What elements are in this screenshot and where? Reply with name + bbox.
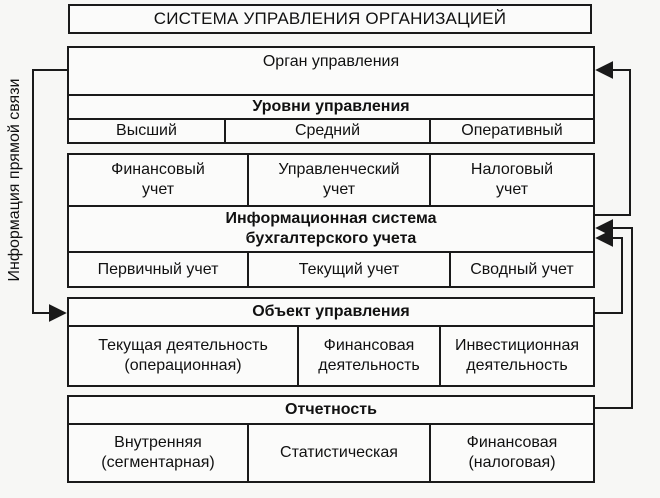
financial-tax-reporting: Финансовая (налоговая) [466,434,558,471]
management-body-label: Орган управления [262,53,400,70]
level-operational: Оперативный [461,122,563,139]
reporting-heading: Отчетность [285,401,377,418]
right-reporting-to-infosystem-arrow [595,228,632,408]
financial-accounting: Финансовый учет [111,161,205,198]
tax-accounting: Налоговый учет [470,161,554,198]
current-accounting: Текущий учет [298,260,400,278]
diagram-title: СИСТЕМА УПРАВЛЕНИЯ ОРГАНИЗАЦИЕЙ [68,4,592,34]
right-info-to-body-arrow [595,70,630,215]
management-accounting: Управленческий учет [278,161,400,198]
summary-accounting: Сводный учет [470,260,574,278]
statistical-reporting: Статистическая [280,444,398,461]
operating-activity: Текущая деятельность (операционная) [98,337,268,374]
direct-link-info-label: Информация прямой связи [6,78,23,282]
left-feedback-arrow [33,70,67,313]
primary-accounting: Первичный учет [97,260,219,278]
levels-heading: Уровни управления [252,98,410,115]
level-top: Высший [116,122,177,139]
info-system-heading: Информационная система бухгалтерского учета [225,210,437,247]
investment-activity: Инвестиционная деятельность [454,337,580,374]
right-object-to-infosystem-arrow [595,238,622,313]
financial-activity: Финансовая деятельность [318,337,420,374]
level-middle: Средний [294,122,361,139]
internal-reporting: Внутренняя (сегментарная) [101,434,215,471]
object-heading: Объект управления [252,303,410,320]
